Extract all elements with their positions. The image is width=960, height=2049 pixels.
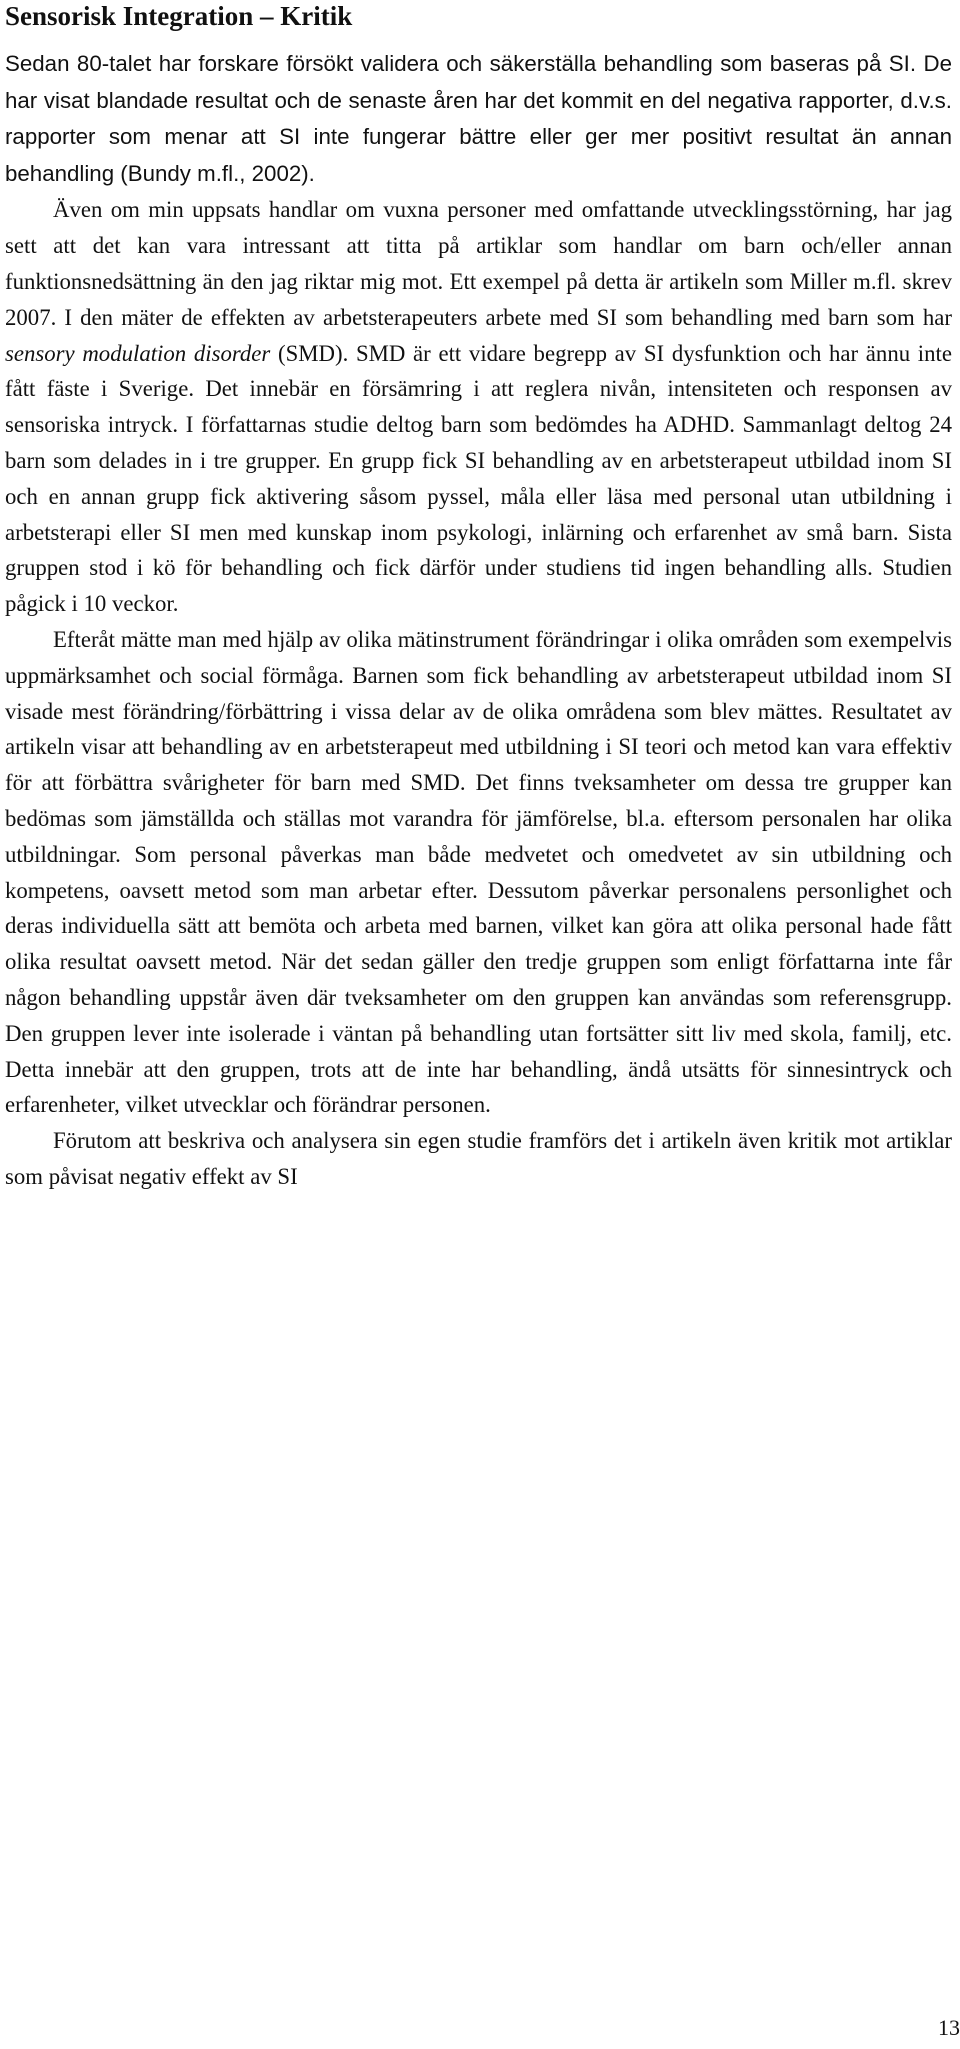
page-number: 13 (938, 2015, 960, 2040)
intro-paragraph: Sedan 80-talet har forskare försökt validera och säkerställa behandling som baseras på SI. De har visat blandade resultat och de senaste åren har det kommit en del negativa rapporter, d.v.s. rapporter som menar att SI inte fungerar bättre eller ger mer positivt resultat än annan behandling (Bundy m.fl., 2002). (5, 51, 952, 186)
paragraph-4: Förutom att beskriva och analysera sin egen studie framförs det i artikeln även kritik mot artiklar som påvisat negativ effekt av SI (5, 1128, 952, 1189)
document-body (5, 0, 952, 1195)
paragraph-2-text-before-italic: Även om min uppsats handlar om vuxna personer med omfattande utvecklingsstörning, har jag sett att det kan vara intressant att titta på artiklar som handlar om barn och/eller annan funktionsnedsättning än den jag riktar mig mot. Ett exempel på detta är artikeln som Miller m.fl. skrev 2007. I den mäter de effekten av arbetsterapeuters arbete med SI som behandling med barn som har (5, 197, 952, 330)
paragraph-2-italic-term: sensory modulation disorder (5, 340, 271, 366)
paragraph-2-text-after-italic: (SMD). SMD är ett vidare begrepp av SI dysfunktion och har ännu inte fått fäste i Sverige. Det innebär en försämring i att reglera nivån, intensiteten och responsen av sensoriska intryck. I författarnas studie deltog barn som bedömdes ha ADHD. Sammanlagt deltog 24 barn som delades in i tre grupper. En grupp fick SI behandling av en arbetsterapeut utbildad inom SI och en annan grupp fick aktivering såsom pyssel, måla eller läsa med personal utan utbildning i arbetsterapi eller SI men med kunskap inom psykologi, inlärning och erfarenhet av små barn. Sista gruppen stod i kö för behandling och fick därför under studiens tid ingen behandling alls. Studien pågick i 10 veckor. (5, 340, 952, 617)
paragraph-2 (5, 192, 952, 622)
paragraph-3: Efteråt mätte man med hjälp av olika mätinstrument förändringar i olika områden som exempelvis uppmärksamhet och social förmåga. Barnen som fick behandling av arbetsterapeut utbildad inom SI visade mest förändring/förbättring i vissa delar av de olika områdena som blev mättes. Resultatet av artikeln visar att behandling av en arbetsterapeut med utbildning i SI teori och metod kan vara effektiv för att förbättra svårigheter för barn med SMD. Det finns tveksamheter om dessa tre grupper kan bedömas som jämställda och ställas mot varandra för jämförelse, bl.a. eftersom personalen har olika utbildningar. Som personal påverkas man både medvetet och omedvetet av sin utbildning och kompetens, oavsett metod som man arbetar efter. Dessutom påverkar personalens personlighet och deras individuella sätt att bemöta och arbeta med barnen, vilket kan göra att olika personal hade fått olika resultat oavsett metod. När det sedan gäller den tredje gruppen som enligt författarna inte får någon behandling uppstår även där tveksamheter om den gruppen kan användas som referensgrupp. Den gruppen lever inte isolerade i väntan på behandling utan fortsätter sitt liv med skola, familj, etc. Detta innebär att den gruppen, trots att de inte har behandling, ändå utsätts för sinnesintryck och erfarenheter, vilket utvecklar och förändrar personen. (5, 626, 952, 1118)
section-heading: Sensorisk Integration – Kritik (5, 1, 353, 31)
